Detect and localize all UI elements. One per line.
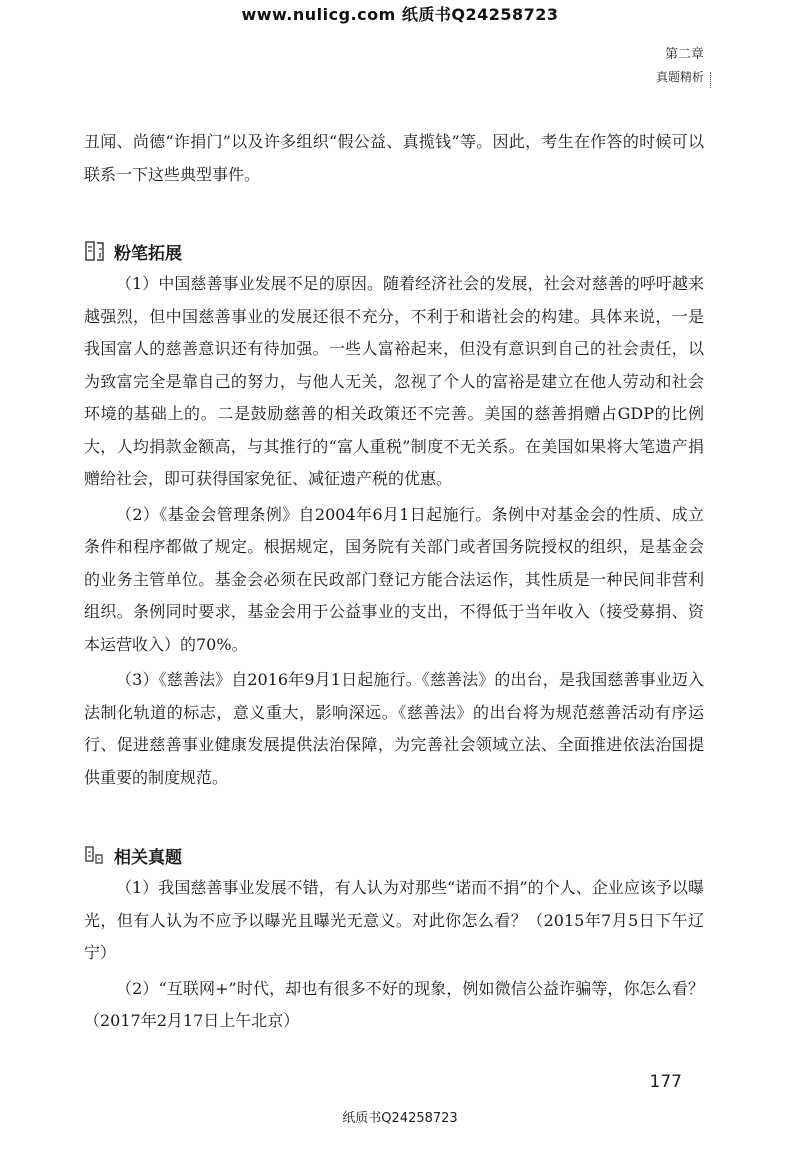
section-label: 真题精析 — [655, 70, 704, 84]
chalk-paragraph: （2）《基金会管理条例》自2004年6月1日起施行。条例中对基金会的性质、成立条件和程序都做了规定。根据规定，国务院有关部门或者国务院授权的组织，是基金会的业务主管单位。基金会必须在民政部门登记方能合法运作，其性质是一种民间非营利组织。条例同时要求，基金会用于公益事业的支出，不得低于当年收入（接受募捐、资本运营收入）的70%。 — [84, 504, 704, 654]
intro-paragraph: 丑闻、尚德“诈捐门”以及许多组织“假公益、真揽钱”等。因此，考生在作答的时候可以联系一下这些典型事件。 — [84, 132, 704, 184]
chalk-paragraph: （3）《慈善法》自2016年9月1日起施行。《慈善法》的出台，是我国慈善事业迈入法制化轨道的标志，意义重大，影响深远。《慈善法》的出台将为规范慈善活动有序运行、促进慈善事业健康发展提供法治保障，为完善社会领域立法、全面推进依法治国提供重要的制度规范。 — [84, 670, 704, 787]
chalk-expand-icon — [84, 239, 106, 263]
related-question: （2）“互联网+”时代，却也有很多不好的现象，例如微信公益诈骗等，你怎么看？（2017年2月17日上午北京） — [84, 978, 704, 1030]
running-head-rule — [710, 72, 712, 88]
related-section-heading — [84, 838, 704, 872]
related-section-title: 相关真题 — [114, 847, 182, 868]
top-watermark: www.nulicg.com 纸质书Q24258723 — [241, 5, 559, 24]
bottom-watermark: 纸质书Q24258723 — [342, 1111, 458, 1126]
chalk-paragraph: （1）中国慈善事业发展不足的原因。随着经济社会的发展，社会对慈善的呼吁越来越强烈，但中国慈善事业的发展还很不充分，不利于和谐社会的构建。具体来说，一是我国富人的慈善意识还有待加强。一些人富裕起来，但没有意识到自己的社会责任，以为致富完全是靠自己的努力，与他人无关，忽视了个人的富裕是建立在他人劳动和社会环境的基础上的。二是鼓励慈善的相关政策还不完善。美国的慈善捐赠占GDP的比例大，人均捐款金额高，与其推行的“富人重税”制度不无关系。在美国如果将大笔遗产捐赠给社会，即可获得国家免征、减征遗产税的优惠。 — [84, 274, 704, 488]
chalk-section-title: 粉笔拓展 — [114, 243, 182, 264]
running-head — [656, 46, 704, 86]
related-questions-icon — [84, 843, 106, 867]
chalk-section-heading — [84, 234, 704, 268]
page-body — [84, 126, 704, 1038]
related-question: （1）我国慈善事业发展不错，有人认为对那些“诺而不捐”的个人、企业应该予以曝光，但有人认为不应予以曝光且曝光无意义。对此你怎么看？（2015年7月5日下午辽宁） — [84, 878, 704, 962]
chapter-label: 第二章 — [664, 47, 704, 62]
page-number: 177 — [649, 1072, 682, 1092]
